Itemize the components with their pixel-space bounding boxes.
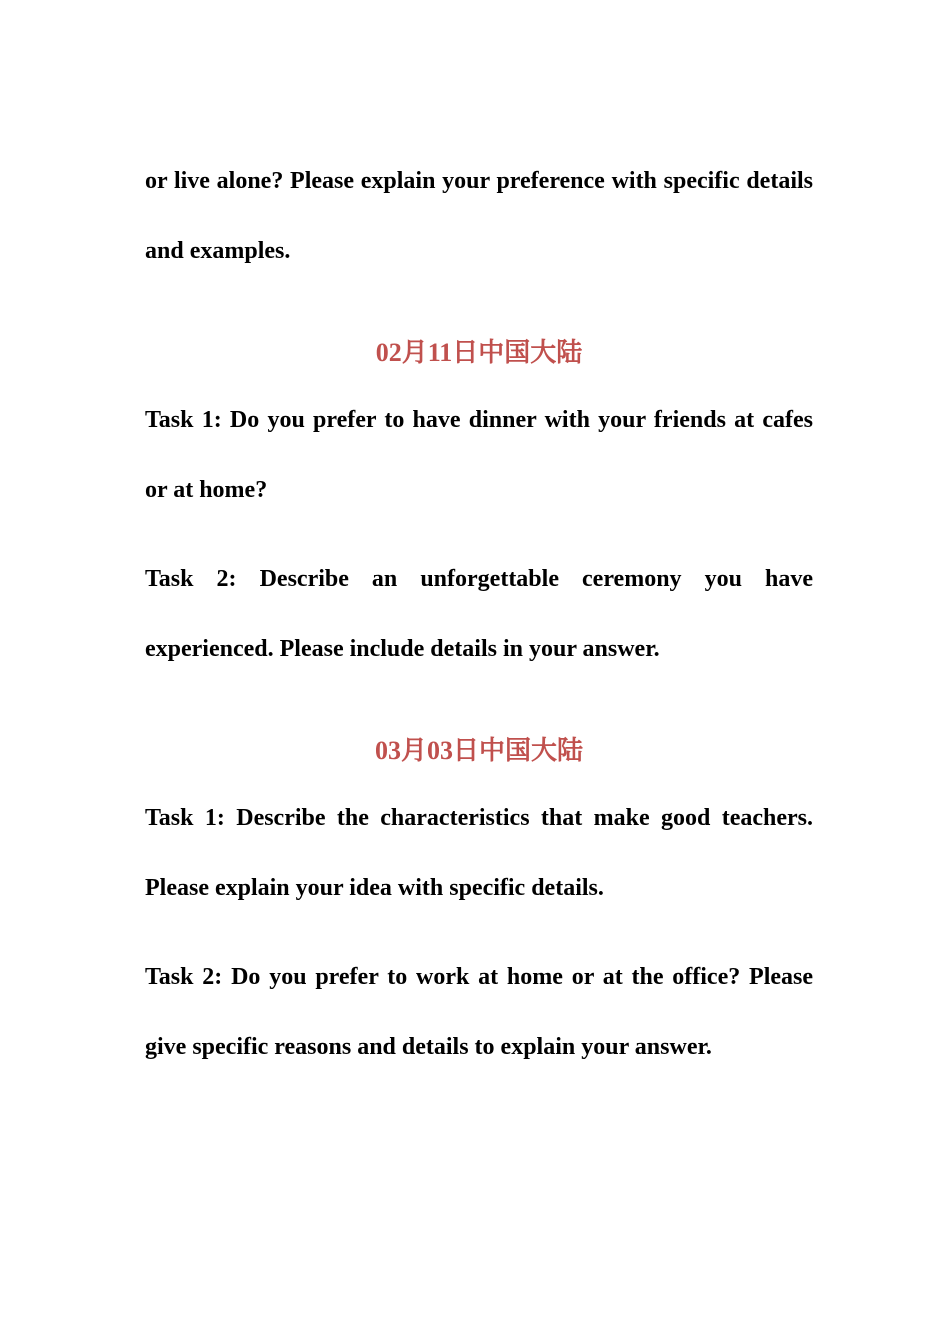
task-paragraph-0211-task2: Task 2: Describe an unforgettable ceremony you have experienced. Please include details in your answer. [145,566,813,662]
task-paragraph-0303-task2: Task 2: Do you prefer to work at home or at the office? Please give specific reasons and details to explain your answer. [145,964,813,1060]
section-heading-0211: 02月11日中国大陆 [375,338,583,367]
document-body [145,147,813,1082]
task-paragraph-0211-task1: Task 1: Do you prefer to have dinner with your friends at cafes or at home? [145,407,813,503]
task-paragraph-0303-task1: Task 1: Describe the characteristics that make good teachers. Please explain your idea with specific details. [145,805,813,901]
intro-paragraph: or live alone? Please explain your preference with specific details and examples. [145,168,813,264]
section-heading-0303: 03月03日中国大陆 [374,736,583,765]
